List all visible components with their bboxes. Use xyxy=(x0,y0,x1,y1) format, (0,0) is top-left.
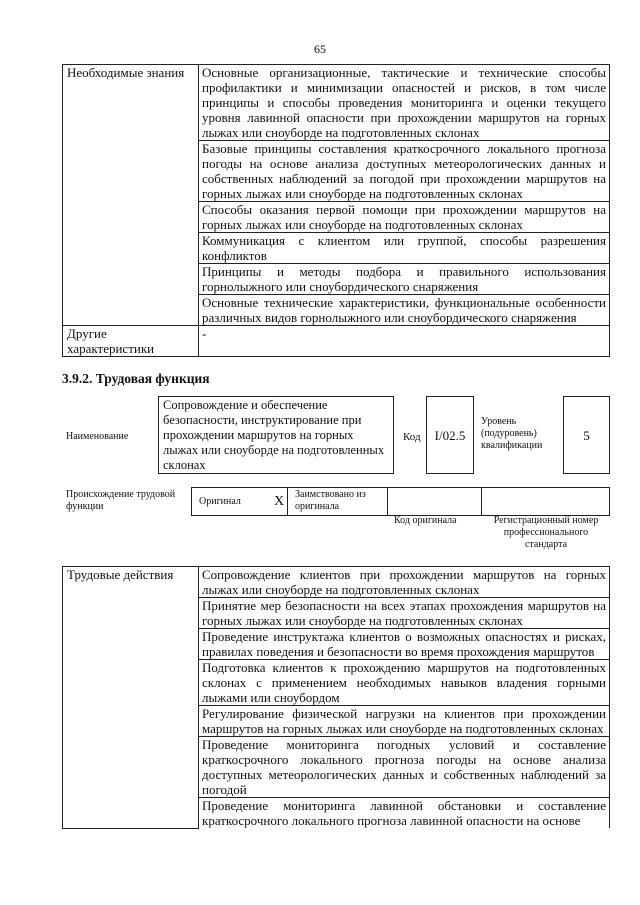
reg-number-cell xyxy=(481,487,610,516)
code-value: I/02.5 xyxy=(426,396,474,474)
actions-table xyxy=(62,566,610,829)
action-item: Проведение мониторинга погодных условий и составление краткосрочного локального прогноза погоды на основе анализа доступных метеорологических данных и собственных наблюдений за погодой xyxy=(199,737,610,798)
page-number: 65 xyxy=(314,42,326,56)
reg-number-label: Регистрационный номер профессионального стандарта xyxy=(493,515,599,550)
action-item: Проведение инструктажа клиентов о возможных опасностях и рисках, правилах поведения и безопасности во время прохождения маршрутов xyxy=(199,629,610,660)
knowledge-item: Принципы и методы подбора и правильного использования горнолыжного или сноубордического снаряжения xyxy=(199,264,610,295)
other-characteristics-value: - xyxy=(199,326,610,357)
action-item: Сопровождение клиентов при прохождении маршрутов на горных лыжах или сноуборде на подготовленных склонах xyxy=(199,567,610,598)
action-item: Проведение мониторинга лавинной обстановки и составление краткосрочного локального прогноза лавинной опасности на основе xyxy=(199,798,610,829)
knowledge-item: Коммуникация с клиентом или группой, способы разрешения конфликтов xyxy=(199,233,610,264)
borrowed-label: Заимствовано из оригинала xyxy=(295,489,366,512)
other-characteristics-label xyxy=(63,326,199,357)
knowledge-label: Необходимые знания xyxy=(63,65,199,326)
original-mark: X xyxy=(274,494,285,509)
section-title: 3.9.2. Трудовая функция xyxy=(62,371,210,386)
knowledge-item: Основные технические характеристики, функциональные особенности различных видов горнолыжного или сноубордического снаряжения xyxy=(199,295,610,326)
original-cell xyxy=(191,487,288,516)
borrowed-cell xyxy=(287,487,388,516)
original-code-label: Код оригинала xyxy=(394,515,457,526)
action-item: Принятие мер безопасности на всех этапах прохождения маршрутов на горных лыжах или сноуборде на подготовленных склонах xyxy=(199,598,610,629)
knowledge-item: Базовые принципы составления краткосрочного локального прогноза погоды на основе анализа доступных метеорологических данных и собственных наблюдений за погодой при прохождении маршрутов на горных лыжах или сноуборде на подготовленных склонах xyxy=(199,141,610,202)
knowledge-table xyxy=(62,64,610,357)
other-label-line1: Другие xyxy=(67,326,107,341)
action-item: Подготовка клиентов к прохождению маршрутов на подготовленных склонах с применением необходимых навыков владения горными лыжами или сноубордом xyxy=(199,660,610,706)
knowledge-item: Основные организационные, тактические и технические способы профилактики и минимизации опасностей и рисков, в том числе принципы и способы проведения мониторинга и оценки текущего уровня лавинной опасности при прохождении маршрутов на горных лыжах или сноуборде на подготовленных склонах xyxy=(199,65,610,141)
code-label: Код xyxy=(403,431,421,443)
level-value: 5 xyxy=(563,396,610,474)
name-label: Наименование xyxy=(66,431,129,442)
knowledge-item: Способы оказания первой помощи при прохождении маршрутов на горных лыжах или сноуборде на подготовленных склонах xyxy=(199,202,610,233)
origin-label: Происхождение трудовой функции xyxy=(66,489,176,512)
action-item: Регулирование физической нагрузки на клиентов при прохождении маршрутов на горных лыжах или сноуборде на подготовленных склонах xyxy=(199,706,610,737)
function-name: Сопровождение и обеспечение безопасности, инструктирование при прохождении маршрутов на горных лыжах или сноуборде на подготовленных склонах xyxy=(158,396,394,474)
original-code-cell xyxy=(387,487,482,516)
other-label-line2: характеристики xyxy=(67,341,155,356)
level-label: Уровень (подуровень) квалификации xyxy=(481,416,543,451)
original-label: Оригинал xyxy=(199,496,241,507)
actions-label: Трудовые действия xyxy=(63,567,199,829)
